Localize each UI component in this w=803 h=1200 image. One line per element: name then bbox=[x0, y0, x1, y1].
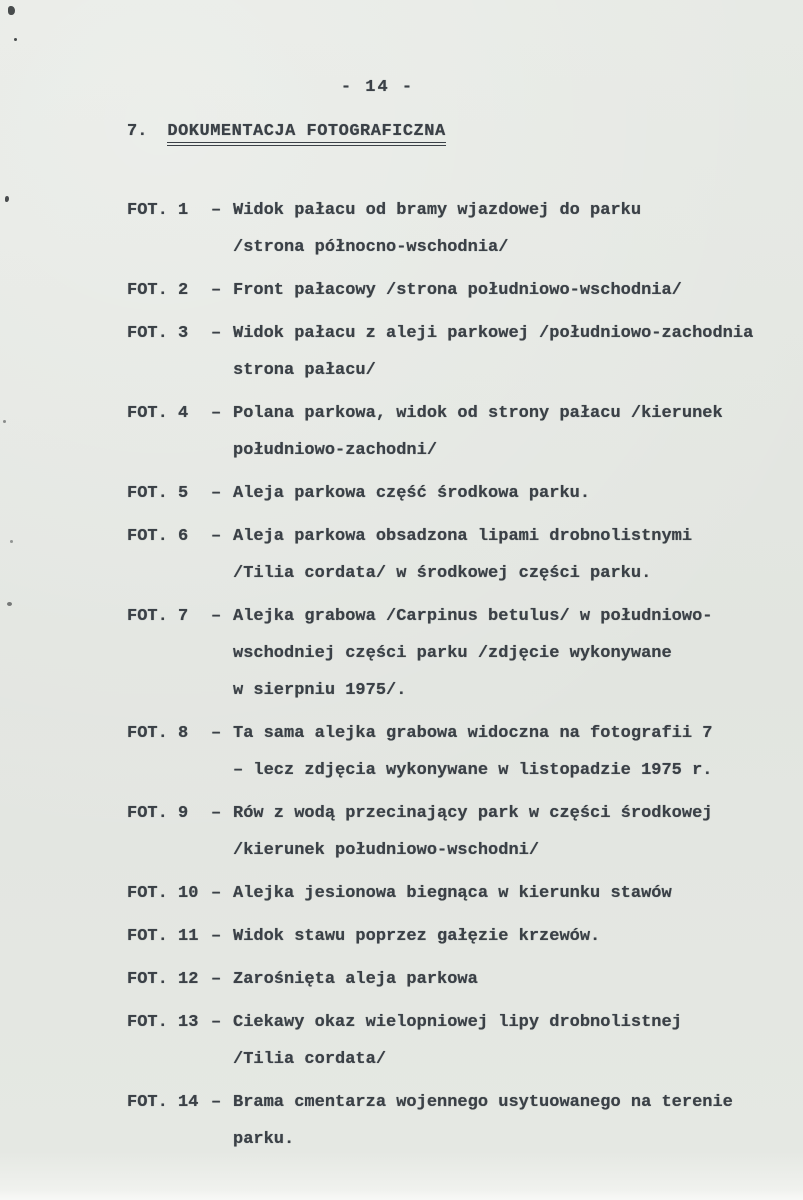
photo-label: FOT. 9 bbox=[127, 804, 189, 823]
dash-separator: – bbox=[211, 884, 222, 903]
photo-description-line: /strona północno-wschodnia/ bbox=[233, 238, 509, 257]
section-title: DOKUMENTACJA FOTOGRAFICZNA bbox=[167, 122, 445, 146]
dash-separator: – bbox=[211, 201, 222, 220]
photo-label: FOT. 8 bbox=[127, 724, 189, 743]
section-number: 7. bbox=[127, 122, 148, 141]
photo-label: FOT. 1 bbox=[127, 201, 189, 220]
photo-description-line: wschodniej części parku /zdjęcie wykonywane bbox=[233, 644, 672, 663]
list-item bbox=[127, 272, 765, 309]
photo-description bbox=[233, 395, 765, 469]
list-item bbox=[127, 875, 765, 912]
photo-description-line: Ta sama alejka grabowa widoczna na fotografii 7 bbox=[233, 724, 713, 743]
list-item bbox=[127, 518, 765, 592]
dash-separator: – bbox=[211, 724, 222, 743]
photo-description-line: Widok pałacu od bramy wjazdowej do parku bbox=[233, 201, 642, 220]
photo-description-line: Zarośnięta aleja parkowa bbox=[233, 970, 478, 989]
photo-list bbox=[127, 192, 765, 1158]
scan-artifact bbox=[14, 38, 17, 41]
list-item bbox=[127, 315, 765, 389]
photo-description-line: w sierpniu 1975/. bbox=[233, 681, 407, 700]
scan-artifact bbox=[3, 420, 6, 423]
section-heading bbox=[127, 122, 765, 146]
page-number: - 14 - bbox=[340, 78, 415, 97]
list-item bbox=[127, 961, 765, 998]
photo-description bbox=[233, 475, 765, 512]
list-item bbox=[127, 598, 765, 709]
dash-separator: – bbox=[211, 1013, 222, 1032]
scan-artifact bbox=[8, 6, 15, 15]
list-item bbox=[127, 918, 765, 955]
photo-description-line: południowo-zachodni/ bbox=[233, 441, 438, 460]
dash-separator: – bbox=[211, 527, 222, 546]
photo-label: FOT. 13 bbox=[127, 1013, 199, 1032]
photo-description-line: Ciekawy okaz wielopniowej lipy drobnolistnej bbox=[233, 1013, 682, 1032]
photo-description bbox=[233, 918, 765, 955]
photo-label: FOT. 2 bbox=[127, 281, 189, 300]
photo-description bbox=[233, 598, 765, 709]
dash-separator: – bbox=[211, 607, 222, 626]
photo-description-line: Alejka jesionowa biegnąca w kierunku stawów bbox=[233, 884, 672, 903]
list-item bbox=[127, 1004, 765, 1078]
photo-label: FOT. 10 bbox=[127, 884, 199, 903]
photo-description bbox=[233, 1004, 765, 1078]
photo-description bbox=[233, 875, 765, 912]
dash-separator: – bbox=[211, 804, 222, 823]
photo-description-line: parku. bbox=[233, 1130, 295, 1149]
photo-label: FOT. 14 bbox=[127, 1093, 199, 1112]
dash-separator: – bbox=[211, 970, 222, 989]
dash-separator: – bbox=[211, 484, 222, 503]
photo-label: FOT. 3 bbox=[127, 324, 189, 343]
dash-separator: – bbox=[211, 927, 222, 946]
photo-description bbox=[233, 795, 765, 869]
dash-separator: – bbox=[211, 324, 222, 343]
photo-description-line: Rów z wodą przecinający park w części środkowej bbox=[233, 804, 713, 823]
photo-description bbox=[233, 192, 765, 266]
photo-description bbox=[233, 272, 765, 309]
photo-description-line: strona pałacu/ bbox=[233, 361, 376, 380]
photo-label: FOT. 7 bbox=[127, 607, 189, 626]
photo-description bbox=[233, 518, 765, 592]
photo-description-line: Aleja parkowa część środkowa parku. bbox=[233, 484, 591, 503]
list-item bbox=[127, 475, 765, 512]
photo-description-line: Polana parkowa, widok od strony pałacu /kierunek bbox=[233, 404, 723, 423]
list-item bbox=[127, 192, 765, 266]
photo-description bbox=[233, 1084, 765, 1158]
list-item bbox=[127, 715, 765, 789]
photo-label: FOT. 4 bbox=[127, 404, 189, 423]
photo-description bbox=[233, 961, 765, 998]
photo-description-line: /kierunek południowo-wschodni/ bbox=[233, 841, 540, 860]
photo-label: FOT. 12 bbox=[127, 970, 199, 989]
dash-separator: – bbox=[211, 281, 222, 300]
scan-artifact bbox=[5, 196, 9, 202]
scan-artifact bbox=[7, 602, 12, 606]
list-item bbox=[127, 795, 765, 869]
dash-separator: – bbox=[211, 1093, 222, 1112]
photo-description bbox=[233, 315, 765, 389]
photo-description-line: – lecz zdjęcia wykonywane w listopadzie 1975 r. bbox=[233, 761, 713, 780]
photo-description-line: Widok stawu poprzez gałęzie krzewów. bbox=[233, 927, 601, 946]
photo-description-line: Alejka grabowa /Carpinus betulus/ w południowo- bbox=[233, 607, 713, 626]
photo-description-line: Aleja parkowa obsadzona lipami drobnolistnymi bbox=[233, 527, 693, 546]
photo-label: FOT. 6 bbox=[127, 527, 189, 546]
photo-description-line: Widok pałacu z aleji parkowej /południowo-zachodnia bbox=[233, 324, 754, 343]
photo-description-line: Brama cmentarza wojennego usytuowanego na terenie bbox=[233, 1093, 733, 1112]
dash-separator: – bbox=[211, 404, 222, 423]
page-bottom-edge bbox=[0, 1190, 803, 1200]
photo-description bbox=[233, 715, 765, 789]
list-item bbox=[127, 1084, 765, 1158]
photo-description-line: /Tilia cordata/ bbox=[233, 1050, 387, 1069]
photo-label: FOT. 11 bbox=[127, 927, 199, 946]
photo-label: FOT. 5 bbox=[127, 484, 189, 503]
photo-description-line: Front pałacowy /strona południowo-wschodnia/ bbox=[233, 281, 682, 300]
scan-artifact bbox=[10, 540, 13, 543]
list-item bbox=[127, 395, 765, 469]
photo-description-line: /Tilia cordata/ w środkowej części parku. bbox=[233, 564, 652, 583]
